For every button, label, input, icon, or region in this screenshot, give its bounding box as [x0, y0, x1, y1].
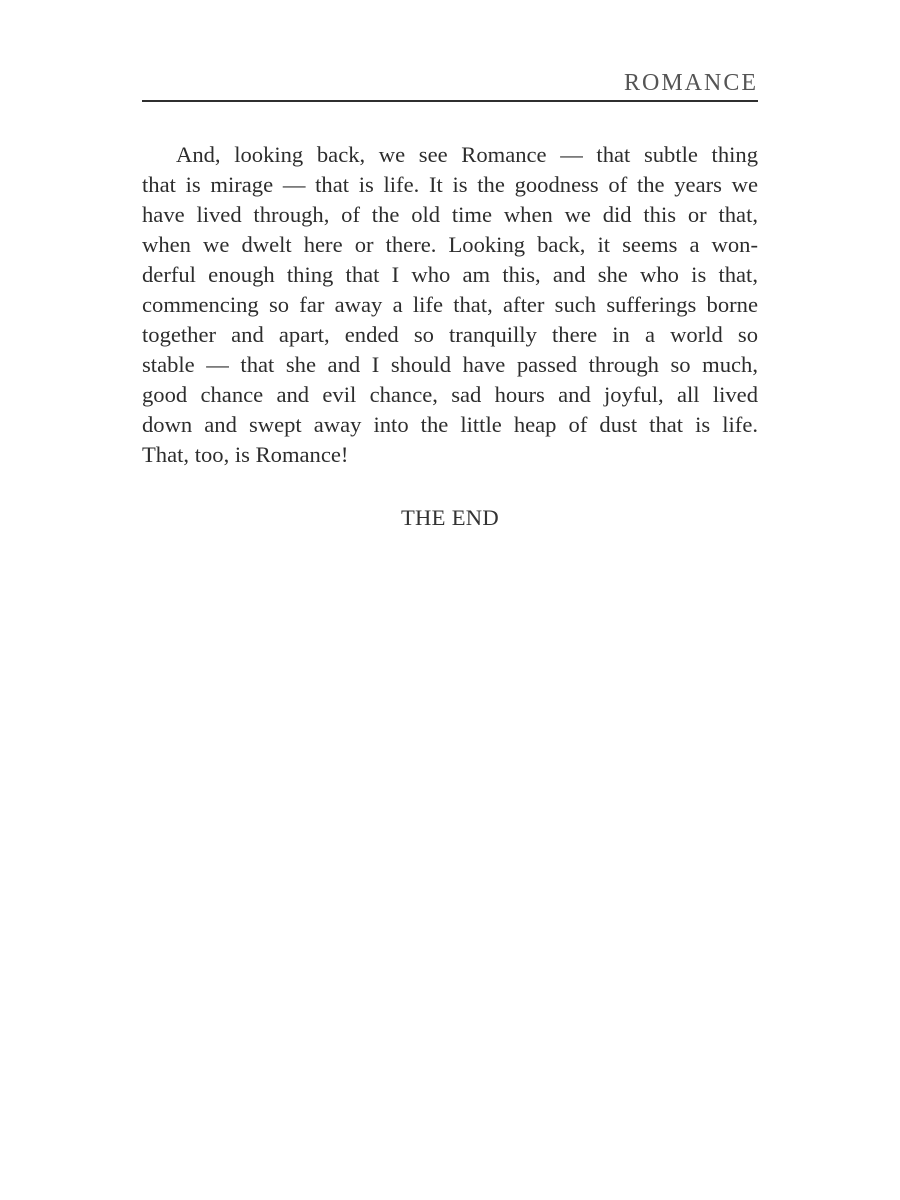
header-rule: [142, 100, 758, 102]
paragraph-line: together and apart, ended so tranquilly there in a world so: [142, 322, 758, 347]
paragraph-line: stable — that she and I should have passed through so much,: [142, 352, 758, 377]
running-head-title: ROMANCE: [623, 70, 758, 96]
paragraph-line: And, looking back, we see Romance — that subtle thing: [176, 142, 758, 167]
body-paragraph: [142, 140, 758, 470]
paragraph-line: when we dwelt here or there. Looking back, it seems a won-: [142, 232, 758, 257]
the-end-heading: THE END: [400, 505, 500, 530]
paragraph-line: that is mirage — that is life. It is the goodness of the years we: [142, 172, 758, 197]
paragraph-line: down and swept away into the little heap of dust that is life.: [142, 412, 758, 437]
paragraph-line: That, too, is Romance!: [142, 442, 349, 467]
paragraph-line: derful enough thing that I who am this, and she who is that,: [142, 262, 758, 287]
paragraph-line: commencing so far away a life that, after such sufferings borne: [142, 292, 758, 317]
paragraph-line: good chance and evil chance, sad hours and joyful, all lived: [142, 382, 758, 407]
paragraph-line: have lived through, of the old time when we did this or that,: [142, 202, 758, 227]
